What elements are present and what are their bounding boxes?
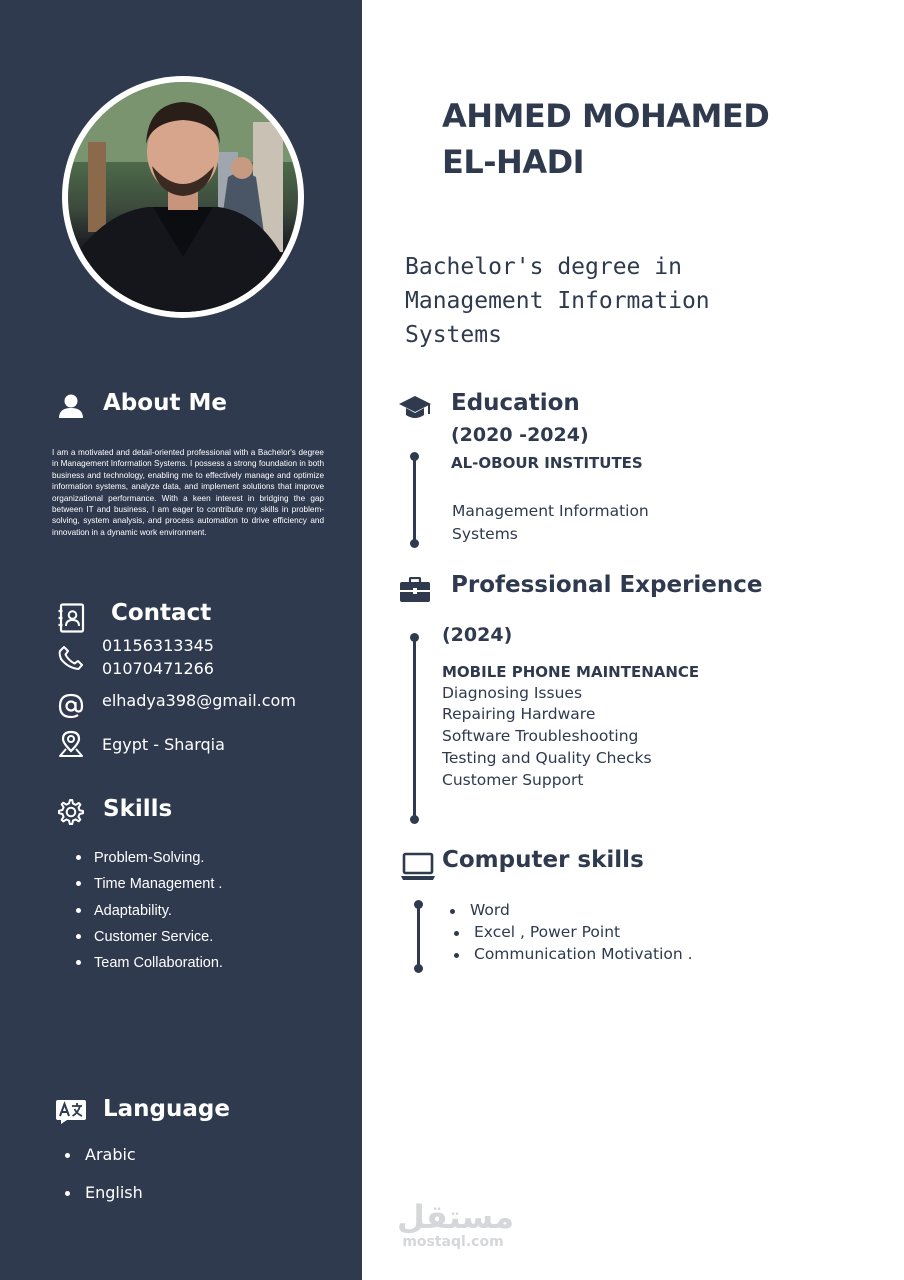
contact-title: Contact	[111, 600, 212, 626]
about-me-text: I am a motivated and detail-oriented professional with a Bachelor's degree in Management Information Systems. I possess a strong foundation in both business and technology, enabling me to effectively manage and optimize information systems, analyze data, and implement solutions that improve organizational performance. With a keen interest in bridging the gap between IT and business, I am eager to contribute my skills in problem-solving, system analysis, and process automation to drive efficiency and innovation in a dynamic work environment.	[52, 448, 324, 537]
experience-duty: Software Troubleshooting	[442, 727, 639, 745]
language-list	[85, 1145, 143, 1221]
profile-photo	[62, 76, 304, 318]
location-pin-icon	[58, 730, 84, 763]
list-item: Communication Motivation .	[474, 945, 693, 963]
education-title: Education	[451, 390, 580, 416]
watermark-arabic: مستقل	[397, 1198, 515, 1236]
timeline-dot	[410, 539, 419, 548]
person-icon	[58, 393, 84, 424]
name-heading-line-1: AHMED MOHAMED	[442, 97, 770, 135]
at-sign-icon	[58, 693, 84, 724]
experience-title: Professional Experience	[451, 572, 763, 598]
contact-book-icon	[58, 603, 86, 638]
list-item: Team Collaboration.	[94, 953, 223, 979]
timeline-dot	[410, 815, 419, 824]
phone-number-1[interactable]: 01156313345	[102, 636, 214, 655]
degree-line-3: Systems	[405, 322, 502, 348]
email-link[interactable]: elhadya398@gmail.com	[102, 691, 296, 710]
experience-duty: Customer Support	[442, 771, 584, 789]
experience-duty: Repairing Hardware	[442, 705, 596, 723]
list-item: Adaptability.	[94, 901, 223, 927]
list-item: Word	[470, 901, 510, 919]
education-institute: AL-OBOUR INSTITUTES	[451, 454, 643, 472]
watermark-latin: mostaql.com	[402, 1234, 504, 1250]
list-item: Customer Service.	[94, 927, 223, 953]
education-field-line-2: Systems	[452, 525, 518, 543]
about-me-title: About Me	[103, 390, 227, 416]
profile-photo-image	[68, 82, 298, 312]
computer-skills-timeline	[417, 905, 420, 969]
phone-number-2[interactable]: 01070471266	[102, 659, 214, 678]
experience-duty: Testing and Quality Checks	[442, 749, 652, 767]
sidebar	[0, 0, 362, 1280]
skills-title: Skills	[103, 796, 173, 822]
language-title: Language	[103, 1096, 230, 1122]
graduation-cap-icon	[398, 394, 432, 427]
laptop-icon	[400, 852, 436, 887]
phone-icon	[58, 645, 84, 676]
timeline-dot	[410, 633, 419, 642]
timeline-dot	[410, 452, 419, 461]
education-field-line-1: Management Information	[452, 502, 649, 520]
list-item: Arabic	[85, 1145, 143, 1183]
name-heading-line-2: EL-HADI	[442, 143, 585, 181]
list-item: Time Management .	[94, 874, 223, 900]
computer-skills-title: Computer skills	[442, 847, 644, 873]
education-timeline	[413, 456, 416, 544]
skills-list	[94, 848, 223, 979]
list-item: Excel , Power Point	[474, 923, 621, 941]
experience-role: MOBILE PHONE MAINTENANCE	[442, 663, 700, 681]
timeline-dot	[414, 900, 423, 909]
list-item: Problem-Solving.	[94, 848, 223, 874]
watermark-logo	[397, 1198, 515, 1250]
degree-line-1: Bachelor's degree in	[405, 254, 682, 280]
list-item: English	[85, 1183, 143, 1221]
education-years: (2020 -2024)	[451, 424, 589, 446]
gear-icon	[57, 798, 85, 831]
experience-year: (2024)	[442, 624, 513, 646]
timeline-dot	[414, 964, 423, 973]
degree-line-2: Management Information	[405, 288, 710, 314]
briefcase-icon	[399, 577, 431, 608]
location-text: Egypt - Sharqia	[102, 735, 225, 754]
translate-icon	[55, 1099, 87, 1130]
experience-timeline	[413, 638, 416, 820]
experience-duty: Diagnosing Issues	[442, 684, 583, 702]
